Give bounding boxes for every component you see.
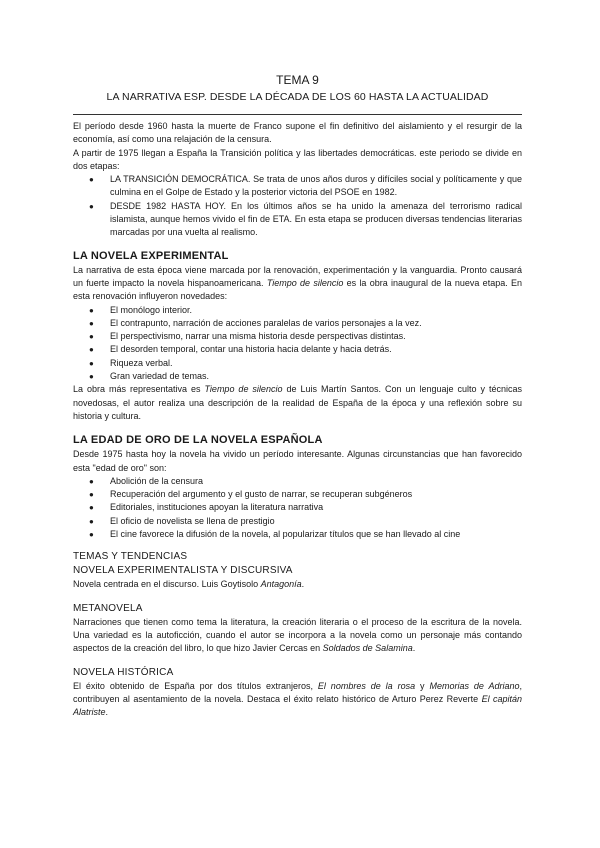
subsection-discursiva bbox=[73, 564, 522, 591]
subsection-text bbox=[73, 680, 522, 720]
circumstances-list bbox=[73, 475, 522, 541]
paragraph-text: . bbox=[412, 643, 416, 654]
document-title: TEMA 9 bbox=[276, 73, 319, 87]
list-item bbox=[89, 488, 522, 501]
bullet-icon: ● bbox=[89, 305, 94, 315]
topics-section bbox=[73, 550, 522, 719]
book-title: Antagonía bbox=[260, 579, 302, 590]
paragraph-text: y bbox=[415, 680, 430, 691]
list-item-text: Recuperación del argumento y el gusto de narrar, se recuperan subgéneros bbox=[110, 489, 413, 500]
book-title: Memorias de Adriano bbox=[429, 680, 520, 691]
list-item bbox=[89, 343, 522, 356]
bullet-icon: ● bbox=[89, 201, 94, 211]
bullet-icon: ● bbox=[89, 318, 94, 328]
paragraph-text: El éxito obtenido de España por dos títulos extranjeros, bbox=[73, 680, 318, 691]
experimental-section bbox=[73, 249, 522, 424]
subsection-heading: METANOVELA bbox=[73, 602, 143, 614]
section-heading-golden-age: LA EDAD DE ORO DE LA NOVELA ESPAÑOLA bbox=[73, 434, 323, 447]
paragraph-text: de Luis Martín Santos. Con un lenguaje culto y técnicas novedosas, el autor realiza una descripción de la realidad de España de la época y una reflexión sobre su historia y cultura. bbox=[73, 384, 522, 421]
document-subtitle: LA NARRATIVA ESP. DESDE LA DÉCADA DE LOS 60 HASTA LA ACTUALIDAD bbox=[106, 91, 489, 103]
list-item bbox=[89, 330, 522, 343]
bullet-icon: ● bbox=[89, 530, 94, 540]
list-item-text: El desorden temporal, contar una historia hacia delante y hacia detrás. bbox=[110, 344, 392, 355]
golden-age-section bbox=[73, 433, 522, 541]
book-title: El capitán Alatriste bbox=[73, 693, 522, 718]
section-heading-topics: TEMAS Y TENDENCIAS bbox=[73, 551, 188, 563]
list-item bbox=[89, 515, 522, 528]
subsection-metanovela bbox=[73, 602, 522, 656]
experimental-paragraph-2 bbox=[73, 383, 522, 423]
list-item bbox=[89, 501, 522, 514]
list-item bbox=[89, 370, 522, 383]
bullet-icon: ● bbox=[89, 175, 94, 185]
paragraph-text: . bbox=[301, 579, 305, 590]
intro-section bbox=[73, 120, 522, 240]
bullet-icon: ● bbox=[89, 476, 94, 486]
paragraph-text: es la obra inaugural de la nueva etapa. En esta renovación influyeron novedades: bbox=[73, 277, 522, 302]
book-title: Soldados de Salamina bbox=[322, 643, 413, 654]
paragraph-text: Novela centrada en el discurso. Luis Goytisolo bbox=[73, 579, 261, 590]
stages-list bbox=[73, 173, 522, 239]
novelties-list bbox=[73, 304, 522, 384]
list-item-text: El monólogo interior. bbox=[110, 304, 193, 315]
list-item bbox=[89, 475, 522, 488]
book-title: Tiempo de silencio bbox=[266, 277, 344, 288]
list-item bbox=[89, 200, 522, 240]
subsection-heading: NOVELA HISTÓRICA bbox=[73, 666, 174, 678]
list-item bbox=[89, 173, 522, 200]
list-item-text: Editoriales, instituciones apoyan la literatura narrativa bbox=[110, 502, 324, 513]
list-item-text: Abolición de la censura bbox=[110, 475, 204, 486]
list-item bbox=[89, 317, 522, 330]
experimental-paragraph-1 bbox=[73, 264, 522, 304]
bullet-icon: ● bbox=[89, 516, 94, 526]
paragraph-text: La obra más representativa es bbox=[73, 384, 205, 395]
list-item-text: Gran variedad de temas. bbox=[110, 371, 210, 382]
list-item-text: DESDE 1982 HASTA HOY. En los últimos años se ha unido la amenaza del terrorismo radical islamista, aunque hemos vivido el fin de ETA. En esta etapa se producen diversas tendencias literarias marcadas por una vuelta al realismo. bbox=[110, 200, 522, 238]
subsection-heading: NOVELA EXPERIMENTALISTA Y DISCURSIVA bbox=[73, 565, 293, 577]
subsection-text bbox=[73, 616, 522, 656]
bullet-icon: ● bbox=[89, 345, 94, 355]
list-item-text: LA TRANSICIÓN DEMOCRÁTICA. Se trata de unos años duros y difíciles social y políticamente y que culmina en el Golpe de Estado y la posterior victoria del PSOE en 1982. bbox=[110, 174, 522, 198]
book-title: El nombres de la rosa bbox=[317, 680, 416, 691]
title-divider bbox=[73, 114, 522, 115]
list-item-text: El cine favorece la difusión de la novela, al popularizar títulos que se han llevado al cine bbox=[110, 529, 461, 540]
list-item-text: El perspectivismo, narrar una misma historia desde perspectivas distintas. bbox=[110, 331, 406, 342]
list-item-text: El oficio de novelista se llena de prestigio bbox=[110, 515, 275, 526]
bullet-icon: ● bbox=[89, 490, 94, 500]
paragraph-text: . bbox=[105, 707, 109, 718]
book-title: Tiempo de silencio bbox=[204, 384, 283, 395]
bullet-icon: ● bbox=[89, 503, 94, 513]
bullet-icon: ● bbox=[89, 332, 94, 342]
list-item bbox=[89, 528, 522, 541]
golden-age-paragraph: Desde 1975 hasta hoy la novela ha vivido un período interesante. Algunas circunstancias que han favorecido esta "edad de oro" son: bbox=[73, 449, 522, 473]
section-heading-experimental: LA NOVELA EXPERIMENTAL bbox=[73, 249, 229, 262]
intro-paragraph-1: El período desde 1960 hasta la muerte de Franco supone el fin definitivo del aislamiento y el resurgir de la economía, así como una relajación de la censura. bbox=[73, 121, 522, 145]
intro-paragraph-2: A partir de 1975 llegan a España la Transición política y las libertades democráticas. este periodo se divide en dos etapas: bbox=[73, 147, 522, 171]
list-item-text: Riqueza verbal. bbox=[110, 357, 173, 368]
subsection-text bbox=[73, 578, 522, 591]
list-item-text: El contrapunto, narración de acciones paralelas de varios personajes a la vez. bbox=[110, 317, 422, 328]
bullet-icon: ● bbox=[89, 358, 94, 368]
paragraph-text: Narraciones que tienen como tema la literatura, la creación literaria o el proceso de la escritura de la novela. Una variedad es la autoficción, cuando el autor se incorpora a la novela como un personaje más contando aspectos de la creación del libro, lo que hizo Javier Cercas en bbox=[73, 616, 522, 654]
paragraph-text: , contribuyen al asentamiento de la novela. Destaca el éxito relato histórico de Arturo Perez Reverte bbox=[73, 680, 523, 704]
bullet-icon: ● bbox=[89, 372, 94, 382]
subsection-historica bbox=[73, 666, 522, 720]
list-item bbox=[89, 357, 522, 370]
paragraph-text: La narrativa de esta época viene marcada por la renovación, experimentación y la vanguardia. Pronto causará un fuerte impacto la novela hispanoamericana. bbox=[73, 264, 522, 288]
list-item bbox=[89, 304, 522, 317]
